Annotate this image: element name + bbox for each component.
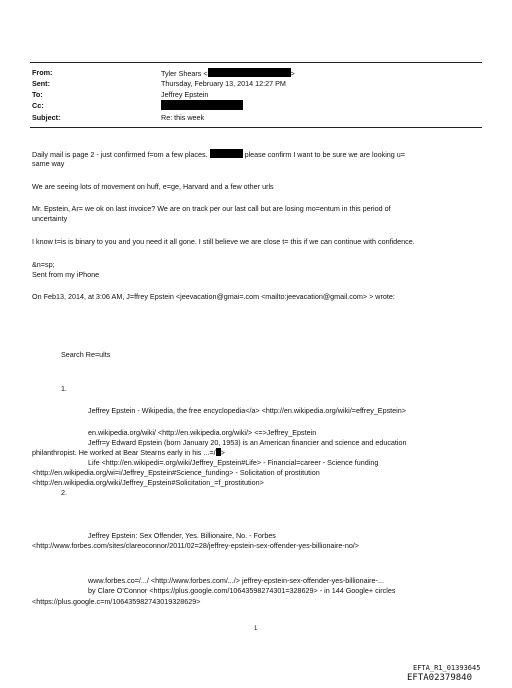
- from-value-end: >: [290, 69, 295, 78]
- bates-number-2: EFTA02379840: [407, 673, 473, 683]
- result-number-2: 2.: [61, 488, 67, 497]
- result-1-sitelinks-cont-2[interactable]: <http://en.wikipedia.org/wiki/Jeffrey_Epstein#Solicitation_=f_prostitution>: [32, 478, 264, 487]
- body-p1-end: please confirm I want to be sure we are looking u=: [244, 150, 405, 159]
- body-p1-start: Daily mail is page 2 - just confirmed f=om a few places.: [32, 150, 208, 159]
- result-2-title[interactable]: Jeffrey Epstein: Sex Offender, Yes. Billionaire, No. - Forbes: [88, 531, 276, 540]
- body-paragraph-1: [32, 149, 405, 159]
- to-label: To:: [32, 90, 43, 99]
- result-2-author-link[interactable]: <https://plus.google.c=m/106435982743019328629>: [32, 597, 201, 606]
- result-1-snippet-text: philanthropist. He worked at Bear Stearns early in his ...=/: [32, 448, 216, 457]
- to-value: Jeffrey Epstein: [161, 90, 209, 99]
- result-1-sitelinks[interactable]: Life <http://en.wikipedi=.org/wiki/Jeffrey_Epstein#Life> - Financial=career - Science funding: [88, 458, 379, 467]
- result-2-title-link[interactable]: <http://www.forbes.com/sites/clareoconnor/2011/02=28/jeffrey-epstein-sex-offender-yes-billionaire-no/>: [32, 541, 360, 550]
- bates-number-1: EFTA_R1_01393645: [413, 664, 481, 672]
- from-value: [161, 68, 295, 78]
- result-number-1: 1.: [61, 384, 67, 393]
- body-paragraph-1-cont: same way: [32, 159, 65, 168]
- redaction-box: [208, 68, 291, 77]
- sent-label: Sent:: [32, 79, 50, 88]
- result-1-snippet-cont: [32, 448, 225, 457]
- from-label: From:: [32, 68, 53, 77]
- result-2-url[interactable]: www.forbes.co=/.../ <http://www.forbes.com/.../> jeffrey-epstein-sex-offender-yes-billionaire-...: [88, 576, 384, 585]
- header-bottom-rule: [30, 127, 482, 128]
- result-1-title-link[interactable]: Jeffrey Epstein - Wikipedia, the free encyclopedia</a> <http://en.wikipedia.org/wiki/=effrey_Epstein>: [88, 406, 406, 415]
- header-top-rule: [30, 62, 482, 63]
- body-paragraph-3: Mr. Epstein, Ar= we ok on last invoice? We are on track per our last call but are losing mo=entum in this period of: [32, 204, 391, 213]
- body-paragraph-2: We are seeing lots of movement on huff, e=ge, Harvard and a few other urls: [32, 182, 274, 191]
- redaction-box: [210, 149, 243, 158]
- body-paragraph-4: I know t=is is binary to you and you need it all gone. I still believe we are close t= this if we can continue with confidence.: [32, 237, 415, 246]
- subject-value: Re: this week: [161, 113, 205, 122]
- result-1-snippet-end: >: [220, 448, 225, 457]
- result-1-snippet: Jeffr=y Edward Epstein (born January 20, 1953) is an American financier and science and education: [88, 438, 407, 447]
- subject-label: Subject:: [32, 113, 61, 122]
- cc-label: Cc:: [32, 101, 44, 110]
- body-nbsp: &n=sp;: [32, 260, 55, 269]
- cc-redaction-box: [161, 100, 243, 110]
- search-results-heading: Search Re=ults: [61, 350, 111, 359]
- result-2-author[interactable]: by Clare O'Connor <https://plus.google.com/10643598274301=328629> - in 144 Google+ circles: [88, 586, 396, 595]
- from-name: Tyler Shears <: [161, 69, 208, 78]
- body-paragraph-3-cont: uncertainty: [32, 214, 68, 223]
- result-1-sitelinks-cont[interactable]: <http://en.wikipedia.org/wi=i/Jeffrey_Epstein#Science_funding> - Solicitation of prostitution: [32, 468, 320, 477]
- sent-value: Thursday, February 13, 2014 12:27 PM: [161, 79, 286, 88]
- page-number: 1: [254, 626, 258, 632]
- result-1-url[interactable]: en.wikipedia.org/wiki/ <http://en.wikipedia.org/wiki/> <=>Jeffrey_Epstein: [88, 428, 317, 437]
- quote-intro: On Feb13, 2014, at 3:06 AM, J=ffrey Epstein <jeevacation@gmai=.com <mailto:jeevacation@gmail.com> > wrote:: [32, 292, 395, 301]
- sent-from-iphone: Sent from my iPhone: [32, 270, 100, 279]
